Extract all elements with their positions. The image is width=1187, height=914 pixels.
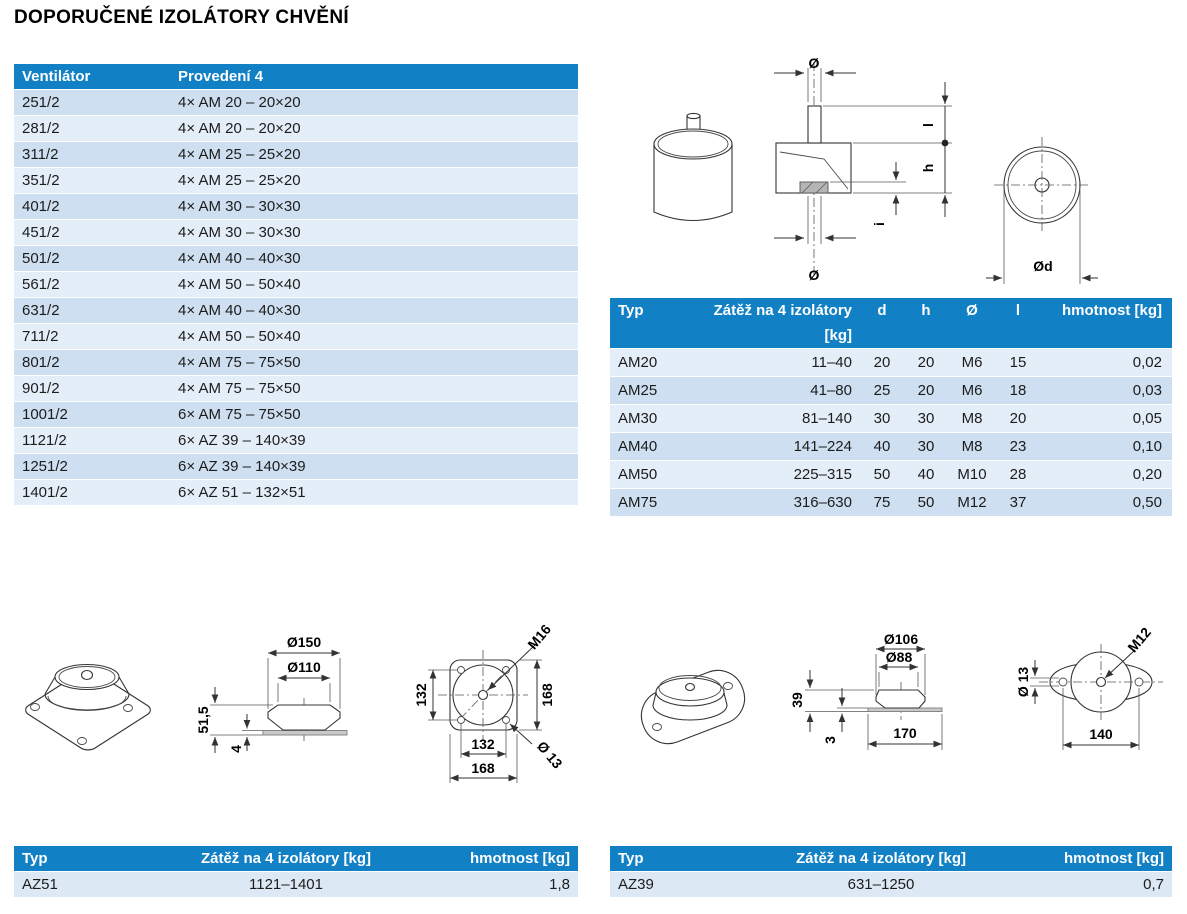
az51-top-view	[413, 621, 566, 783]
h-cell: 30	[917, 438, 935, 455]
am-table-body	[610, 349, 1172, 516]
fan-cell: 711/2	[22, 328, 59, 345]
l-cell: 18	[1009, 382, 1027, 399]
typ-cell: AM25	[618, 382, 658, 399]
fan-table-header-ventilator: Ventilátor	[22, 68, 91, 85]
am-col-zatez	[695, 298, 860, 348]
table-row	[14, 376, 578, 401]
provedeni-cell: 4× AM 30 – 30×30	[178, 224, 301, 241]
provedeni-cell: 6× AZ 39 – 140×39	[178, 432, 306, 449]
am-isolator-drawing	[600, 38, 1180, 290]
d-cell: 25	[873, 382, 891, 399]
fan-cell: 901/2	[22, 380, 60, 397]
table-row	[14, 324, 578, 349]
am-top-view	[986, 137, 1098, 284]
table-row	[14, 90, 578, 115]
dim-label-height: 39	[789, 692, 805, 708]
zatez-cell: 81–140	[801, 410, 852, 427]
provedeni-cell: 4× AM 50 – 50×40	[178, 276, 301, 293]
l-cell: 20	[1009, 410, 1027, 427]
zatez-cell: 141–224	[793, 438, 852, 455]
dim-label-dia110: Ø110	[287, 659, 321, 675]
provedeni-cell: 4× AM 20 – 20×20	[178, 94, 301, 111]
dim-label-thread: M12	[1124, 624, 1155, 656]
d-cell: 30	[873, 410, 891, 427]
fan-isolator-table	[14, 64, 578, 505]
zatez-cell: 225–315	[793, 466, 852, 483]
table-row	[610, 872, 1172, 897]
fan-cell: 801/2	[22, 354, 60, 371]
table-row	[610, 405, 1172, 432]
table-row	[610, 489, 1172, 516]
typ-cell: AM50	[618, 466, 658, 483]
provedeni-cell: 4× AM 40 – 40×30	[178, 302, 301, 319]
typ-cell: AM40	[618, 438, 658, 455]
az39-col-typ: Typ	[618, 850, 644, 867]
dim-label-width140: 140	[1089, 726, 1113, 742]
am-table-header	[610, 298, 1172, 348]
dim-label-thread: M16	[524, 621, 555, 653]
fan-cell: 631/2	[22, 302, 60, 319]
am-col-diameter: Ø	[966, 302, 978, 319]
fan-cell: 351/2	[22, 172, 60, 189]
thread-cell: M6	[961, 354, 983, 371]
hmotnost-cell: 0,02	[1132, 354, 1162, 371]
dim-label-width170: 170	[893, 725, 917, 741]
fan-cell: 401/2	[22, 198, 60, 215]
fan-cell: 281/2	[22, 120, 60, 137]
l-cell: 23	[1009, 438, 1027, 455]
dim-label-dia-top: Ø	[808, 55, 820, 71]
fan-cell: 1251/2	[22, 458, 68, 475]
fan-cell: 251/2	[22, 94, 60, 111]
h-cell: 20	[917, 382, 935, 399]
provedeni-cell: 4× AM 75 – 75×50	[178, 354, 301, 371]
provedeni-cell: 4× AM 50 – 50×40	[178, 328, 301, 345]
table-row	[14, 454, 578, 479]
l-cell: 28	[1009, 466, 1027, 483]
dim-label-plate: 4	[228, 745, 244, 753]
table-row	[14, 220, 578, 245]
fan-cell: 1001/2	[22, 406, 68, 423]
az39-col-hmotnost: hmotnost [kg]	[1064, 850, 1164, 867]
table-row	[14, 428, 578, 453]
zatez-cell: 316–630	[793, 494, 852, 511]
provedeni-cell: 4× AM 40 – 40×30	[178, 250, 301, 267]
table-row	[610, 377, 1172, 404]
fan-cell: 1401/2	[22, 484, 68, 501]
table-row	[14, 350, 578, 375]
az51-side-view	[195, 634, 347, 753]
h-cell: 40	[917, 466, 935, 483]
dim-label-bottom168: 168	[471, 760, 495, 776]
am-isolator-table	[610, 298, 1172, 516]
am-section-view	[774, 55, 952, 283]
provedeni-cell: 6× AM 75 – 75×50	[178, 406, 301, 423]
am-col-h: h	[921, 302, 931, 319]
az39-isolator-drawing	[640, 608, 1185, 833]
fan-table-body	[14, 90, 578, 505]
zatez-cell: 1121–1401	[249, 876, 323, 893]
az51-3d-view	[22, 665, 155, 753]
am-col-l: l	[1015, 302, 1021, 319]
h-cell: 20	[917, 354, 935, 371]
dim-label-side132: 132	[413, 683, 429, 707]
provedeni-cell: 4× AM 30 – 30×30	[178, 198, 301, 215]
dim-label-hole: Ø 13	[533, 738, 566, 772]
am-col-typ: Typ	[618, 302, 644, 319]
az51-isolator-drawing	[20, 608, 630, 833]
table-row	[14, 194, 578, 219]
fan-cell: 451/2	[22, 224, 60, 241]
table-row	[610, 433, 1172, 460]
provedeni-cell: 4× AM 75 – 75×50	[178, 380, 301, 397]
typ-cell: AM75	[618, 494, 658, 511]
az39-side-view	[789, 631, 942, 750]
hmotnost-cell: 0,20	[1132, 466, 1162, 483]
table-row	[14, 168, 578, 193]
hmotnost-cell: 0,03	[1132, 382, 1162, 399]
am-3d-view	[654, 113, 732, 220]
zatez-cell: 41–80	[810, 382, 852, 399]
az51-table	[14, 846, 578, 897]
table-row	[14, 246, 578, 271]
l-cell: 15	[1009, 354, 1027, 371]
dim-label-dia150: Ø150	[286, 634, 322, 650]
am-col-zatez-line2: [kg]	[824, 327, 852, 344]
dim-label-h: h	[920, 163, 936, 173]
dim-label-dia88: Ø88	[885, 649, 913, 665]
table-row	[610, 461, 1172, 488]
fan-cell: 561/2	[22, 276, 60, 293]
fan-table-header-provedeni: Provedení 4	[178, 68, 264, 85]
provedeni-cell: 4× AM 25 – 25×20	[178, 146, 301, 163]
table-row	[610, 349, 1172, 376]
dim-label-hole: Ø 13	[1015, 666, 1031, 698]
az39-3d-view	[640, 663, 752, 751]
typ-cell: AZ39	[618, 876, 654, 893]
d-cell: 75	[873, 494, 891, 511]
thread-cell: M12	[957, 494, 987, 511]
table-row	[14, 116, 578, 141]
table-row	[14, 142, 578, 167]
d-cell: 50	[873, 466, 891, 483]
h-cell: 30	[917, 410, 935, 427]
dim-label-dia106: Ø106	[883, 631, 919, 647]
typ-cell: AM30	[618, 410, 658, 427]
hmotnost-cell: 0,7	[1143, 876, 1164, 893]
am-col-hmotnost: hmotnost [kg]	[1062, 302, 1162, 319]
az39-top-view	[1015, 624, 1163, 750]
az39-table-header	[610, 846, 1172, 871]
az39-col-zatez: Zátěž na 4 izolátory [kg]	[795, 850, 967, 867]
table-row	[14, 402, 578, 427]
dim-label-height: 51,5	[195, 706, 211, 734]
table-row	[14, 480, 578, 505]
thread-cell: M10	[957, 466, 987, 483]
dim-label-side168: 168	[539, 683, 555, 707]
d-cell: 20	[873, 354, 891, 371]
provedeni-cell: 4× AM 20 – 20×20	[178, 120, 301, 137]
provedeni-cell: 4× AM 25 – 25×20	[178, 172, 301, 189]
table-row	[14, 872, 578, 897]
provedeni-cell: 6× AZ 39 – 140×39	[178, 458, 306, 475]
am-col-zatez-line1: Zátěž na 4 izolátory	[713, 302, 852, 319]
l-cell: 37	[1009, 494, 1027, 511]
h-cell: 50	[917, 494, 935, 511]
hmotnost-cell: 1,8	[549, 876, 570, 893]
am-col-d: d	[877, 302, 887, 319]
d-cell: 40	[873, 438, 891, 455]
az51-col-hmotnost: hmotnost [kg]	[470, 850, 570, 867]
az51-table-header	[14, 846, 578, 871]
dim-label-plate: 3	[822, 736, 838, 744]
az51-col-typ: Typ	[22, 850, 48, 867]
hmotnost-cell: 0,50	[1132, 494, 1162, 511]
typ-cell: AZ51	[22, 876, 58, 893]
az39-table	[610, 846, 1172, 897]
thread-cell: M8	[961, 410, 983, 427]
fan-cell: 501/2	[22, 250, 60, 267]
fan-cell: 311/2	[22, 146, 59, 163]
fan-table-header	[14, 64, 578, 89]
table-row	[14, 272, 578, 297]
zatez-cell: 631–1250	[847, 876, 915, 893]
zatez-cell: 11–40	[811, 354, 852, 371]
fan-cell: 1121/2	[22, 432, 67, 449]
thread-cell: M6	[961, 382, 983, 399]
dim-label-l: l	[920, 123, 936, 127]
dim-label-dia-bottom: Ø	[808, 267, 820, 283]
dim-label-bottom132: 132	[471, 736, 495, 752]
page-title: DOPORUČENÉ IZOLÁTORY CHVĚNÍ	[14, 7, 350, 28]
typ-cell: AM20	[618, 354, 658, 371]
hmotnost-cell: 0,05	[1132, 410, 1162, 427]
dim-label-dia-d: Ød	[1033, 258, 1053, 274]
thread-cell: M8	[961, 438, 983, 455]
provedeni-cell: 6× AZ 51 – 132×51	[178, 484, 306, 501]
hmotnost-cell: 0,10	[1132, 438, 1162, 455]
az51-col-zatez: Zátěž na 4 izolátory [kg]	[200, 850, 372, 867]
dim-label-i: i	[871, 222, 887, 226]
table-row	[14, 298, 578, 323]
